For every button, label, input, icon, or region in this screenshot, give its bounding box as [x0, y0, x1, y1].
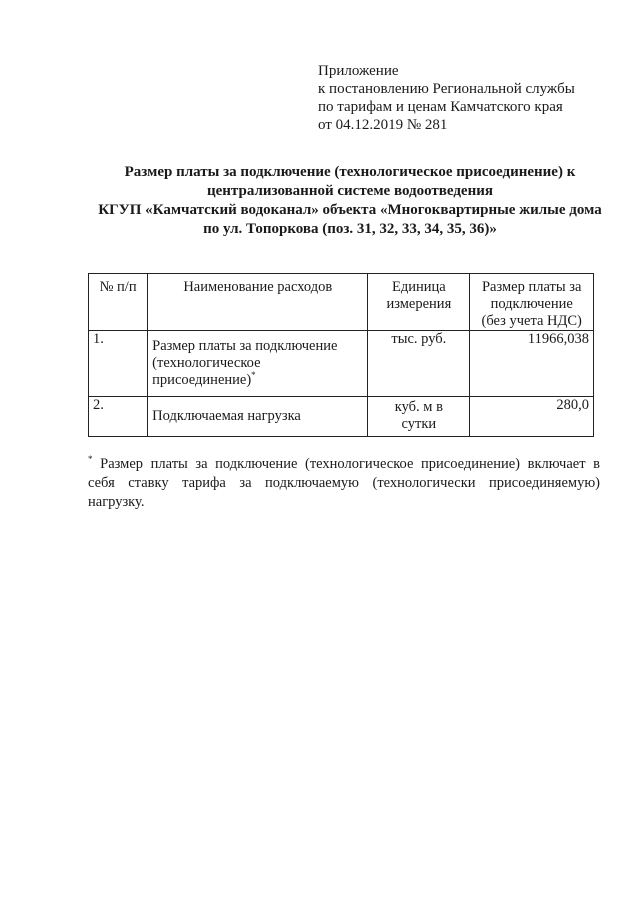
- document-title: [60, 163, 640, 239]
- header-name: Наименование расходов: [148, 274, 368, 331]
- row-name-line-2: (технологическое: [152, 355, 261, 371]
- row-unit-line-2: сутки: [401, 416, 437, 432]
- row-name-line-1: Размер платы за подключение: [152, 338, 338, 354]
- header-num: № п/п: [89, 274, 148, 331]
- row-unit: [368, 397, 470, 437]
- title-line-1: Размер платы за подключение (технологическое присоединение) к: [124, 164, 576, 180]
- header-value-line-1: Размер платы за: [481, 279, 582, 295]
- row-value: 11966,038: [470, 331, 594, 397]
- row-name-line-3-text: присоединение): [152, 372, 252, 388]
- row-name-line-3: [152, 372, 363, 389]
- footnote-line-1: [88, 455, 600, 474]
- appendix-authority-line: по тарифам и ценам Камчатского края: [318, 99, 563, 115]
- header-unit-line-2: измерения: [386, 296, 452, 312]
- row-unit: тыс. руб.: [368, 331, 470, 397]
- footnote-line-2: себя ставку тарифа за подключаемую (технологически присоединяемую): [88, 475, 600, 491]
- row-value: 280,0: [470, 397, 594, 437]
- title-line-4: по ул. Топоркова (поз. 31, 32, 33, 34, 35, 36)»: [203, 221, 497, 237]
- header-value-line-2: подключение: [490, 296, 573, 312]
- footnote-marker: *: [251, 370, 256, 381]
- footnote: [88, 455, 600, 512]
- title-line-2: централизованной системе водоотведения: [206, 183, 493, 199]
- header-unit-line-1: Единица: [392, 279, 446, 295]
- title-line-3: КГУП «Камчатский водоканал» объекта «Многоквартирные жилые дома: [98, 202, 602, 218]
- appendix-date-number: от 04.12.2019 № 281: [318, 117, 448, 133]
- footnote-line-1-text: Размер платы за подключение (технологическое присоединение) включает в: [100, 456, 600, 472]
- row-name: [148, 331, 368, 397]
- row-unit-line-1: куб. м в: [394, 399, 443, 415]
- table-row: [89, 397, 594, 437]
- header-unit: [368, 274, 470, 331]
- fee-table: [88, 273, 594, 437]
- row-name: Подключаемая нагрузка: [148, 397, 368, 437]
- appendix-label: Приложение: [318, 63, 399, 79]
- row-num: 2.: [89, 397, 148, 437]
- footnote-line-3: нагрузку.: [88, 494, 145, 510]
- table-row: [89, 331, 594, 397]
- footnote-mark: *: [88, 454, 93, 465]
- header-value-line-3: (без учета НДС): [481, 313, 582, 329]
- table-header-row: [89, 274, 594, 331]
- row-num: 1.: [89, 331, 148, 397]
- appendix-header: [318, 62, 575, 134]
- header-value: [470, 274, 594, 331]
- appendix-decree-line: к постановлению Региональной службы: [318, 81, 575, 97]
